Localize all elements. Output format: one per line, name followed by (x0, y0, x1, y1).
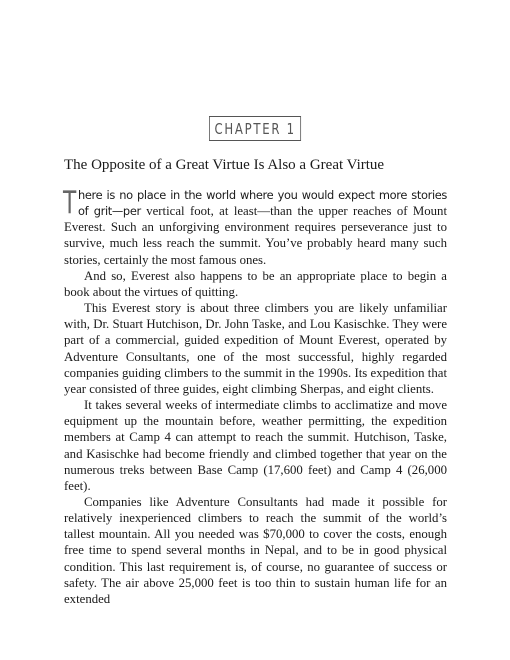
chapter-body (64, 187, 447, 607)
paragraph-1 (64, 187, 447, 268)
drop-cap: T (63, 185, 77, 221)
chapter-title: The Opposite of a Great Virtue Is Also a Great Virtue (64, 157, 385, 173)
paragraph-2: And so, Everest also happens to be an appropriate place to begin a book about the virtues of quitting. (64, 268, 447, 299)
chapter-heading (64, 116, 447, 141)
paragraph-4: It takes several weeks of intermediate climbs to acclimatize and move equipment up the mountain before, weather permitting, the expedition members at Camp 4 can attempt to reach the summit. Hutchison, Taske, and Kasischke had become friendly and climbed together that year on the numerous treks between Base Camp (17,600 feet) and Camp 4 (26,000 feet). (64, 398, 447, 493)
paragraph-1-text: vertical foot, at least—than the upper reaches of Mount Everest. Such an unforgiving environment requires perseverance just to survive, much less reach the summit. You’ve probably heard many such stories, certainly the most famous ones. (64, 204, 448, 267)
paragraph-3: This Everest story is about three climbers you are likely unfamiliar with, Dr. Stuart Hutchison, Dr. John Taske, and Lou Kasischke. They were part of a commercial, guided expedition of Mount Everest, operated by Adventure Consultants, one of the most successful, highly regarded companies guiding climbers to the summit in the 1990s. Its expedition that year consisted of three guides, eight climbing Sherpas, and eight clients. (64, 301, 447, 396)
chapter-label: CHAPTER 1 (209, 116, 301, 141)
lead-in-text: here is no place in the world where you would expect more stories of grit—per (78, 188, 447, 219)
paragraph-5: Companies like Adventure Consultants had made it possible for relatively inexperienced climbers to reach the summit of the world’s tallest mountain. All you needed was $70,000 to cover the costs, enough free time to spend several months in Nepal, and to be in good physical condition. This last requirement is, of course, no guarantee of success or safety. The air above 25,000 feet is too thin to sustain human life for an extended (64, 494, 447, 606)
